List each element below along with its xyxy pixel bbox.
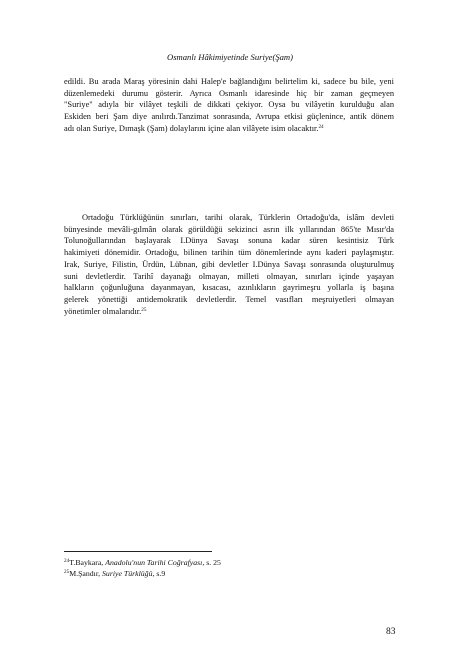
text-line: gelerek yönettiği antidemokratik devletlerdir. Temel vasıfları meşruiyetleri olmayan [64, 294, 394, 304]
text-line: suni devletlerdir. Tarihî dayanağı olmayan, milleti olmayan, sınırları içinde yaşayan [64, 271, 394, 281]
text-line: düzenlemedeki durumu gösterir. Ayrıca Osmanlı idaresinde hiç bir zaman geçmeyen [64, 88, 395, 98]
footnote-page: , s. 25 [202, 558, 221, 567]
footnotes [64, 558, 221, 579]
paragraph-2 [64, 212, 394, 317]
footnote-divider [64, 551, 212, 552]
footnote-ref-25[interactable]: 25 [141, 306, 147, 313]
footnote-author: M.Şandır, [69, 568, 103, 578]
text-line: Irak, Suriye, Filistin, Ürdün, Lübnan, gibi devletler I.Dünya Savaşı sonrasında oluşturulmuş [64, 259, 395, 269]
footnote-marker: 24 [64, 558, 70, 564]
paragraph-1 [64, 76, 394, 135]
text-line: Eskiden beri Şam diye anılırdı.Tanzimat sonrasında, Avrupa etkisi güçlenince, antik dönem [64, 112, 394, 122]
text-line: halkların çoğunluğuna dayanmayan, kısacası, azınlıkların gayrimeşru yollarla iş başına [64, 283, 394, 293]
text-line [64, 306, 394, 318]
footnote-page: , s.9 [152, 568, 166, 578]
text-line-content: yönetimler olmalarıdır. [64, 306, 142, 316]
text-line: bünyesinde mevâli-gılmân olarak görüldüğü sekizinci asrın ilk yıllarından 865'te Mısır'da [64, 224, 394, 234]
text-line-content: adı olan Suriye, Dımaşk (Şam) dolaylarını içine alan vilâyete isim olacaktır. [64, 123, 319, 133]
footnote-title: Anadolu'nun Tarihi Coğrafyası [105, 558, 203, 567]
text-line: Ortadoğu Türklüğünün sınırları, tarihi olarak, Türklerin Ortadoğu'da, islâm devleti [82, 213, 395, 222]
text-line: hakimiyeti dönemidir. Ortadoğu, bilinen tarihin tüm dönemlerinde aynı kaderi paylaşmıştır. [64, 248, 394, 258]
footnote-title: Suriye Türklüğü [102, 568, 153, 578]
text-line: "Suriye" adıyla bir vilâyet teşkili de dikkati çekiyor. Oysa bu vilâyetin kurulduğu alan [64, 100, 395, 110]
running-header: Osmanlı Hâkimiyetinde Suriye(Şam) [166, 52, 293, 62]
text-line [64, 123, 394, 135]
footnote-ref-24[interactable]: 24 [318, 123, 324, 130]
footnote-25 [64, 569, 221, 580]
page-number: 83 [386, 627, 396, 637]
text-line: Tolunoğullarından başlayarak I.Dünya Savaşı sonuna kadar süren kesintisiz Türk [64, 236, 395, 246]
footnote-24 [64, 558, 221, 569]
footnote-author: T.Baykara, [69, 558, 106, 567]
text-line: edildi. Bu arada Maraş yöresinin dahi Halep'e bağlandığını belirtelim ki, sadece bu bile, yeni [64, 77, 394, 86]
footnote-marker: 25 [64, 568, 70, 575]
